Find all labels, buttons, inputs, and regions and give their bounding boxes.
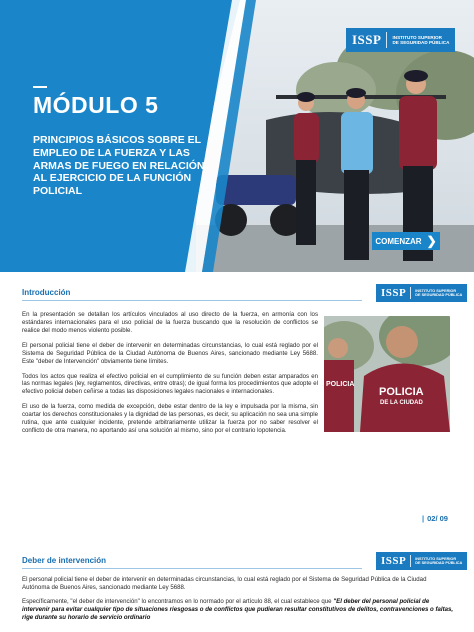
title-accent-dash <box>33 86 47 88</box>
page-number: 02/ 09 <box>427 514 448 523</box>
officers-photo <box>324 316 450 432</box>
intro-heading: Introducción <box>22 288 71 297</box>
deber-paragraph-1: El personal policial tiene el deber de intervenir en determinadas circunstancias, lo cual está reglado por el Sistema de Seguridad Pública de la Ciudad Autónoma de Buenos Aires, sancionado mediante Ley 5688. <box>22 576 427 591</box>
issp-logo-subtitle <box>392 35 449 46</box>
issp-logo-line1: INSTITUTO SUPERIOR <box>392 34 442 40</box>
module-title: MÓDULO 5 <box>33 92 159 118</box>
deber-slide <box>0 548 474 632</box>
deber-paragraph-2-quote: "El deber del personal policial de intervenir para evitar cualquier tipo de situaciones riesgosas o de conflictos que pudieran resultar constitutivos de delitos, contravenciones o faltas, rige durante su horario de servicio ordinario <box>22 597 454 621</box>
issp-logo-mark: ISSP <box>381 555 411 567</box>
page-indicator <box>422 514 448 523</box>
issp-logo-line1: INSTITUTO SUPERIOR <box>415 556 457 561</box>
deber-paragraph-2-lead: Específicamente, "el deber de intervención" lo encontramos en lo normado por el artículo 88, el cual establece que <box>22 597 334 605</box>
cover-slide <box>0 0 474 272</box>
deber-heading: Deber de intervención <box>22 556 107 565</box>
issp-logo-subtitle <box>415 289 462 298</box>
module-subtitle: PRINCIPIOS BÁSICOS SOBRE EL EMPLEO DE LA FUERZA Y LAS ARMAS DE FUEGO EN RELACIÓN AL EJERCICIO DE LA FUNCIÓN POLICIAL <box>33 134 205 198</box>
vest-text-line2: DE LA CIUDAD <box>380 400 423 406</box>
issp-logo-subtitle <box>415 557 462 566</box>
intro-paragraph: El personal policial tiene el deber de intervenir en determinadas circunstancias, lo cual está reglado por el Sistema de Seguridad Pública de la Ciudad Autónoma de Buenos Aires, sancionado mediante Ley 5688. Este "deber de Intervención" obviamente tiene límites. <box>22 341 318 365</box>
comenzar-button[interactable] <box>372 232 440 250</box>
issp-logo <box>376 552 467 570</box>
issp-logo-line1: INSTITUTO SUPERIOR <box>415 288 457 293</box>
vest-text-line1: POLICIA <box>379 386 424 398</box>
intro-slide <box>0 280 474 542</box>
issp-logo <box>376 284 467 302</box>
intro-paragraph: El uso de la fuerza, como medida de excepción, debe estar dentro de la ley e impulsada por la misma, sin coartar los derechos constitucionales y la dignidad de las personas, es decir, su aplicación no sea una simple rutina, que ante cualquier incidente, pretende arbitrariamente utilizar la fuerza por no saber resolver el conflicto de otra manera, no aportando así una solución al mismo, sino por el contrario lopotencia. <box>22 403 318 435</box>
issp-logo-line2: DE SEGURIDAD PÚBLICA <box>415 293 463 297</box>
intro-heading-rule <box>22 300 362 301</box>
issp-logo-mark: ISSP <box>381 287 411 299</box>
comenzar-label: COMENZAR <box>375 236 422 246</box>
issp-logo-line2: DE SEGURIDAD PÚBLICA <box>392 40 450 45</box>
intro-paragraph: En la presentación se detallan los artículos vinculados al uso directo de la fuerza, en armonía con los estándares internacionales para el uso policial de la fuerza buscando que la resolución de conflictos se realice del modo menos violento posible. <box>22 311 318 334</box>
issp-logo-mark: ISSP <box>352 32 387 48</box>
issp-logo-line2: DE SEGURIDAD PÚBLICA <box>415 561 463 565</box>
deber-paragraph-2 <box>22 598 454 622</box>
issp-logo <box>346 28 455 52</box>
left-vest-text: POLICIA <box>326 381 355 388</box>
deber-heading-rule <box>22 568 362 569</box>
page-indicator-bar: | <box>422 514 425 523</box>
intro-paragraph: Todos los actos que realiza el efectivo policial en el cumplimiento de su función deben estar amparados en las normas legales (ley, reglamentos, directivas, entre otras); de igual forma los procedimientos que adopte el efectivo policial deben ceñirse a todas las disposiciones legales nacionales e internacionales. <box>22 372 318 396</box>
deber-body <box>22 576 454 628</box>
intro-body <box>22 311 318 442</box>
chevron-right-icon: ❯ <box>426 234 437 248</box>
